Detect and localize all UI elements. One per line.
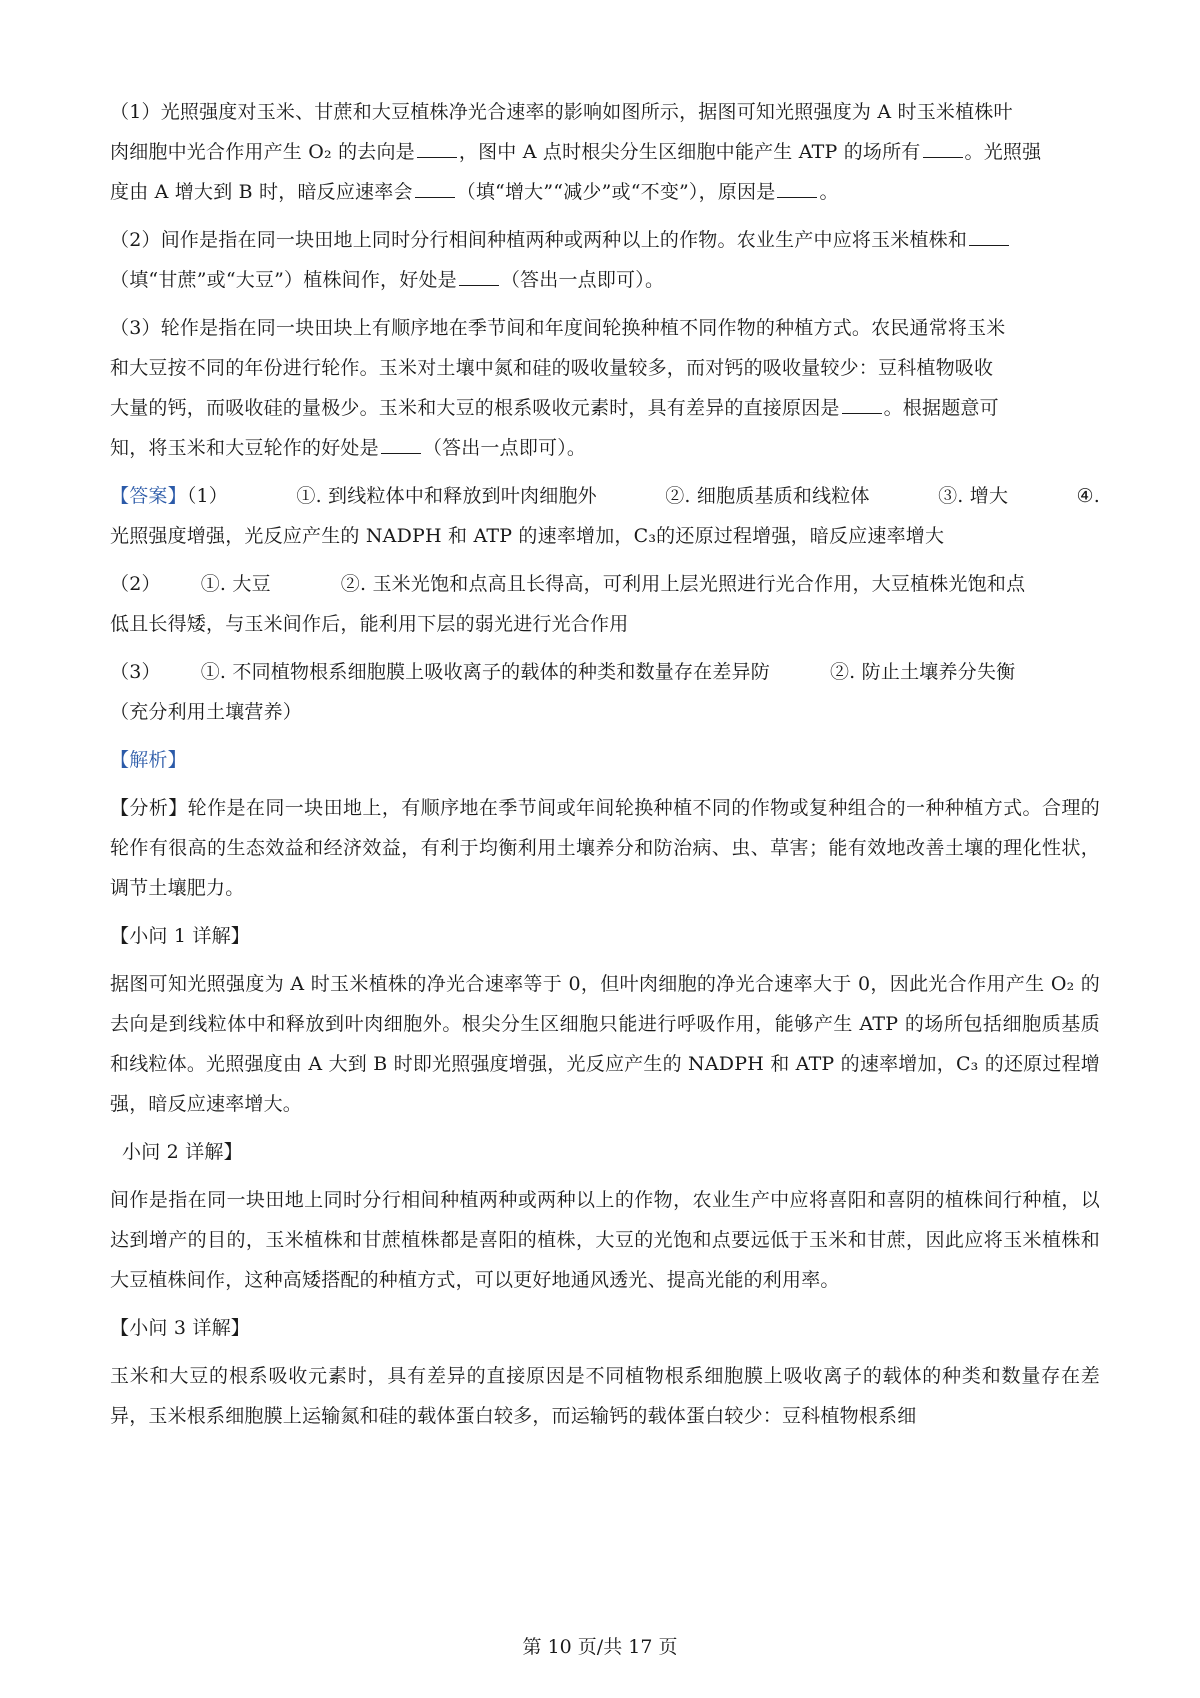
question-1-text: 。光照强: [964, 141, 1042, 163]
answer-label: 【答案】: [110, 485, 187, 507]
answer-1-row: [110, 476, 1100, 516]
answer-3: [110, 652, 1100, 732]
answer-blank: [777, 196, 817, 198]
answer-3-item: ①. 不同植物根系细胞膜上吸收离子的载体的种类和数量存在差异防: [200, 661, 770, 683]
sub-question-2-detail: 间作是指在同一块田地上同时分行相间种植两种或两种以上的作物，农业生产中应将喜阳和喜阴的植株间行种植，以达到增产的目的，玉米植株和甘蔗植株都是喜阳的植株，大豆的光饱和点要远低于玉米和甘蔗，因此应将玉米植株和大豆植株间作，这种高矮搭配的种植方式，可以更好地通风透光、提高光能的利用率。: [110, 1189, 1100, 1291]
answer-blank: [417, 156, 457, 158]
analysis-fenxi: 【分析】轮作是在同一块田地上，有顺序地在季节间或年间轮换种植不同的作物或复种组合的一种种植方式。合理的轮作有很高的生态效益和经济效益，有利于均衡利用土壤养分和防治病、虫、草害；能有效地改善土壤的理化性状，调节土壤肥力。: [110, 797, 1100, 899]
analysis-label: 【解析】: [110, 749, 187, 771]
question-3-text: 。根据题意可: [883, 397, 999, 419]
question-1-line-1: （1）光照强度对玉米、甘蔗和大豆植株净光合速率的影响如图所示，据图可知光照强度为 A 时玉米植株叶: [110, 101, 1013, 123]
answer-blank: [459, 284, 499, 286]
question-1-text: 。: [819, 181, 839, 203]
question-3-text: （3）轮作是指在同一块田块上有顺序地在季节间和年度间轮换种植不同作物的种植方式。农民通常将玉米: [110, 317, 1006, 339]
question-2-text: （2）间作是指在同一块田地上同时分行相间种植两种或两种以上的作物。农业生产中应将玉米植株和: [110, 229, 968, 251]
question-3: [110, 308, 1100, 468]
answer-3-item: ②. 防止土壤养分失衡: [829, 661, 1016, 683]
question-3-text: 大量的钙，而吸收硅的量极少。玉米和大豆的根系吸收元素时，具有差异的直接原因是: [110, 397, 840, 419]
answer-1-item: ②. 细胞质基质和线粒体: [665, 485, 870, 507]
document-content: [110, 92, 1100, 1444]
answer-2-continued: 低且长得矮，与玉米间作后，能利用下层的弱光进行光合作用: [110, 613, 629, 635]
answer-2-item: ①. 大豆: [200, 573, 271, 595]
answer-3-row: [110, 652, 1100, 692]
answer-1-item: ③. 增大: [938, 485, 1009, 507]
question-1-text: 度由 A 增大到 B 时，暗反应速率会: [110, 181, 413, 203]
question-1-text: 肉细胞中光合作用产生 O₂ 的去向是: [110, 141, 415, 163]
question-3-text: （答出一点即可）。: [422, 437, 587, 459]
answer-blank: [923, 156, 963, 158]
answer-3-continued: （充分利用土壤营养）: [110, 701, 303, 723]
answer-blank: [842, 412, 882, 414]
sub-question-3-label: 【小问 3 详解】: [110, 1317, 250, 1339]
answer-blank: [415, 196, 455, 198]
answer-1-continued: 光照强度增强，光反应产生的 NADPH 和 ATP 的速率增加，C₃的还原过程增强，暗反应速率增大: [110, 525, 945, 547]
answer-3-number: （3）: [110, 661, 161, 683]
question-3-text: 知，将玉米和大豆轮作的好处是: [110, 437, 379, 459]
sub-question-1-label: 【小问 1 详解】: [110, 925, 250, 947]
question-2: [110, 220, 1100, 300]
page-number: 第 10 页/共 17 页: [522, 1636, 678, 1658]
answer-2-item: ②. 玉米光饱和点高且长得高，可利用上层光照进行光合作用，大豆植株光饱和点: [340, 573, 1026, 595]
question-2-text: （答出一点即可）。: [500, 269, 665, 291]
question-2-text: （填“甘蔗”或“大豆”）植株间作，好处是: [110, 269, 457, 291]
question-1: [110, 92, 1100, 212]
answer-1-item: ①. 到线粒体中和释放到叶肉细胞外: [296, 485, 597, 507]
sub-question-3-detail: 玉米和大豆的根系吸收元素时，具有差异的直接原因是不同植物根系细胞膜上吸收离子的载体的种类和数量存在差异，玉米根系细胞膜上运输氮和硅的载体蛋白较多，而运输钙的载体蛋白较少：豆科植物根系细: [110, 1365, 1100, 1427]
answer-1-item: ④.: [1076, 485, 1100, 507]
answer-2-row: [110, 564, 1100, 604]
answer-blank: [381, 452, 421, 454]
question-1-text: （填“增大”“减少”或“不变”），原因是: [456, 181, 776, 203]
question-3-text: 和大豆按不同的年份进行轮作。玉米对土壤中氮和硅的吸收量较多，而对钙的吸收量较少：豆科植物吸收: [110, 357, 994, 379]
sub-question-2-label: 小问 2 详解】: [122, 1141, 243, 1163]
answer-1-number: （1）: [186, 485, 229, 507]
sub-question-1-detail: 据图可知光照强度为 A 时玉米植株的净光合速率等于 0，但叶肉细胞的净光合速率大于 0，因此光合作用产生 O₂ 的去向是到线粒体中和释放到叶肉细胞外。根尖分生区细胞只能进行呼吸作用，能够产生 ATP 的场所包括细胞质基质和线粒体。光照强度由 A 大到 B 时即光照强度增强，光反应产生的 NADPH 和 ATP 的速率增加，C₃ 的还原过程增强，暗反应速率增大。: [110, 973, 1100, 1115]
answer-blank: [969, 244, 1009, 246]
answer-2-number: （2）: [110, 573, 161, 595]
answer-2: [110, 564, 1100, 644]
question-1-text: ，图中 A 点时根尖分生区细胞中能产生 ATP 的场所有: [458, 141, 921, 163]
answer-section: [110, 476, 1100, 556]
